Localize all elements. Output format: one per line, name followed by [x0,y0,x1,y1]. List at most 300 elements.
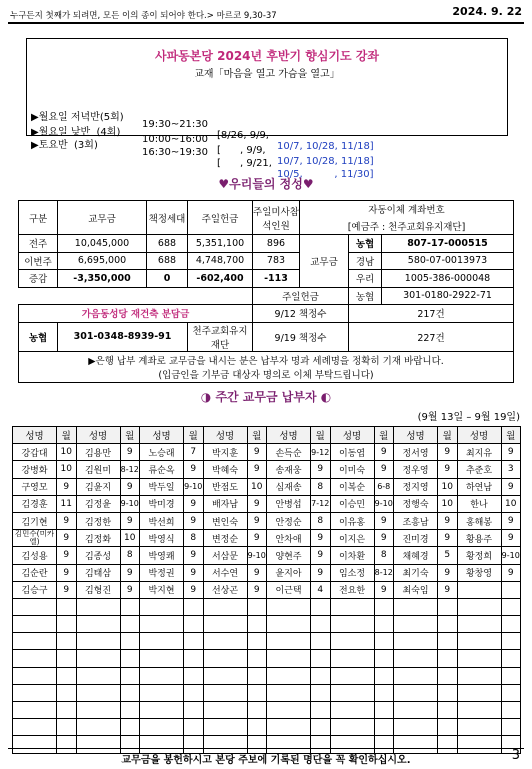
payer-month: 9 [57,512,77,529]
empty-cell [76,598,120,615]
empty-cell [57,616,77,633]
empty-cell [120,650,140,667]
payer-name: 서삼문 [203,547,247,564]
table-row [13,495,521,512]
payer-name: 박정권 [140,564,184,581]
blank-cell [19,287,253,305]
payer-name: 김승구 [13,581,57,598]
payer-month: 9 [438,461,458,478]
offering-table [18,200,514,383]
payer-month: 9 [247,444,267,461]
account-number: 1005-386-000048 [382,270,514,288]
empty-cell [267,719,311,736]
lecture-class-time: 10:00~16:00 [142,134,209,145]
payer-month: 9 [184,547,204,564]
header-name: 성명 [457,427,501,444]
empty-cell [140,650,184,667]
empty-cell [457,598,501,615]
payer-name: 황정희 [457,547,501,564]
empty-cell [311,598,331,615]
payer-name: 최숙임 [394,581,438,598]
empty-row [13,616,521,633]
payer-month: 9 [311,547,331,564]
lecture-class-dates-future: 10/7, 10/28, 11/18] [277,141,374,152]
empty-cell [438,650,458,667]
empty-cell [374,719,394,736]
header-date: 2024. 9. 22 [452,5,522,18]
empty-cell [501,719,521,736]
payer-month: 9 [311,564,331,581]
empty-cell [184,667,204,684]
payer-name: 진미경 [394,530,438,547]
empty-cell [311,650,331,667]
empty-cell [184,684,204,701]
lecture-class-dates-future: 10/7, 10/28, 11/18] [277,156,374,167]
empty-cell [247,719,267,736]
payer-name: 구영모 [13,478,57,495]
payer-month: 8 [311,512,331,529]
payer-month: 9 [57,478,77,495]
payer-name: 박지훈 [203,444,247,461]
payer-name: 정행숙 [394,495,438,512]
empty-cell [267,702,311,719]
stat-label: 9/19 책정수 [253,322,349,351]
empty-cell [311,684,331,701]
empty-cell [57,684,77,701]
empty-cell [267,684,311,701]
payer-name: 홍해봉 [457,512,501,529]
empty-cell [247,598,267,615]
empty-cell [13,702,57,719]
empty-cell [457,633,501,650]
payer-name: 윤지아 [267,564,311,581]
header-verse: 누구든지 첫째가 되려면, 모든 이의 종이 되어야 한다.> 마르코 9,30-37 [10,11,277,21]
header-month: 월 [501,427,521,444]
payer-name: 이지은 [330,530,374,547]
payer-month: 9 [438,512,458,529]
empty-cell [457,616,501,633]
empty-cell [57,633,77,650]
empty-row [13,633,521,650]
empty-cell [76,702,120,719]
payer-month: 9 [501,530,521,547]
payer-name: 최기숙 [394,564,438,581]
account-number: 580-07-0013973 [382,252,514,270]
payers-period: (9월 13일 – 9월 19일) [417,412,520,423]
attendance: 896 [253,235,300,253]
empty-cell [247,616,267,633]
payer-month: 9 [501,444,521,461]
bank-name: 농협 [349,235,382,253]
sunday-account-label: 주일헌금 [253,287,349,305]
note-line: ▶은행 납부 계좌로 교무금을 내시는 분은 납부자 명과 세례명을 정확히 기재 바랍니다. [88,355,444,367]
payer-month: 9 [438,530,458,547]
payer-month: 10 [247,478,267,495]
empty-cell [394,650,438,667]
empty-cell [311,667,331,684]
payer-name: 박영식 [140,530,184,547]
empty-cell [140,616,184,633]
bank-name: 경남 [349,252,382,270]
payer-month: 7-12 [311,495,331,512]
payer-name: 추준호 [457,461,501,478]
payer-name: 김성용 [13,547,57,564]
empty-cell [247,702,267,719]
payer-name: 이유홍 [330,512,374,529]
empty-cell [267,650,311,667]
lecture-box [26,38,508,180]
empty-cell [374,702,394,719]
payer-month: 9 [184,495,204,512]
payer-name: 박혜숙 [203,461,247,478]
row-label: 증감 [19,270,58,288]
table-row [13,478,521,495]
sunday-amount: 4,748,700 [188,252,253,270]
empty-cell [184,633,204,650]
payer-month: 9 [247,530,267,547]
lecture-class-dates: [ , 9/9, [217,145,266,156]
households: 0 [147,270,188,288]
empty-cell [57,667,77,684]
empty-cell [311,616,331,633]
header-name: 성명 [394,427,438,444]
payer-name: 배자남 [203,495,247,512]
payer-month: 10 [57,444,77,461]
payer-name: 김형진 [76,581,120,598]
empty-cell [184,616,204,633]
attendance: -113 [253,270,300,288]
empty-cell [374,684,394,701]
payer-month: 9 [374,581,394,598]
payer-month: 9 [311,461,331,478]
payer-month: 9 [247,512,267,529]
empty-cell [140,633,184,650]
payer-name: 김용만 [76,444,120,461]
payer-name: 하연남 [457,478,501,495]
table-row [13,444,521,461]
stat-value: 217건 [349,305,514,323]
empty-cell [120,702,140,719]
empty-cell [247,650,267,667]
empty-row [13,719,521,736]
empty-cell [311,702,331,719]
empty-cell [76,667,120,684]
payers-table [12,426,521,754]
empty-cell [501,667,521,684]
sunday-amount: -602,400 [188,270,253,288]
payer-name: 박두일 [140,478,184,495]
empty-cell [330,719,374,736]
table-row [13,564,521,581]
payer-name: 서수연 [203,564,247,581]
empty-cell [184,719,204,736]
header-month: 월 [247,427,267,444]
payer-month: 8-12 [374,564,394,581]
empty-cell [13,684,57,701]
payer-month: 9 [374,444,394,461]
empty-cell [203,616,247,633]
payer-month: 6-8 [374,478,394,495]
empty-cell [76,633,120,650]
lecture-class-dates-future: 10/5, , 11/30] [277,169,374,180]
empty-cell [76,719,120,736]
payer-month: 5 [438,547,458,564]
payer-month: 4 [311,581,331,598]
lecture-class-name: ▶토요반 (3회) [31,140,98,151]
empty-cell [203,719,247,736]
payer-name: 이승민 [330,495,374,512]
payer-name: 김경훈 [13,495,57,512]
payer-month: 7 [184,444,204,461]
empty-cell [330,702,374,719]
col-header: 교무금 [58,201,147,235]
empty-cell [120,616,140,633]
payer-name: 김원미 [76,461,120,478]
stat-value: 227건 [349,322,514,351]
empty-cell [330,650,374,667]
payer-name: 김종성 [76,547,120,564]
stat-label: 9/12 책정수 [253,305,349,323]
payer-month: 9-10 [374,495,394,512]
payers-header-row [13,427,521,444]
payer-name: 김정화 [76,530,120,547]
empty-cell [311,633,331,650]
payer-month: 11 [57,495,77,512]
empty-cell [438,667,458,684]
payer-name: 이동엽 [330,444,374,461]
payer-name: 박지현 [140,581,184,598]
offering-notes [19,351,514,382]
header-month: 월 [374,427,394,444]
payer-month: 9 [120,444,140,461]
payer-name: 황창영 [457,564,501,581]
empty-cell [267,616,311,633]
payer-name: 변인숙 [203,512,247,529]
empty-row [13,702,521,719]
header-name: 성명 [330,427,374,444]
empty-cell [13,616,57,633]
payer-month: 10 [57,461,77,478]
payer-month: 9 [57,530,77,547]
empty-cell [330,598,374,615]
payer-name: 박선희 [140,512,184,529]
payer-month: 9 [184,461,204,478]
payer-month: 9 [438,581,458,598]
sunday-amount: 5,351,100 [188,235,253,253]
payer-month: 9 [120,581,140,598]
header-name: 성명 [140,427,184,444]
payer-month: 9 [184,512,204,529]
payer-month: 9 [247,461,267,478]
payer-name: 조흥남 [394,512,438,529]
empty-cell [374,667,394,684]
payer-name: 김정윤 [76,495,120,512]
payer-month: 9 [57,581,77,598]
empty-cell [13,650,57,667]
empty-cell [501,616,521,633]
empty-row [13,598,521,615]
empty-cell [457,684,501,701]
lecture-title: 사파동본당 2024년 후반기 향심기도 강좌 [155,49,379,63]
empty-cell [120,719,140,736]
col-header: 주일헌금 [188,201,253,235]
payer-name: 강갑대 [13,444,57,461]
lecture-class-dates: [ , 9/21, [217,158,272,169]
empty-cell [501,684,521,701]
empty-cell [457,667,501,684]
account-number: 807-17-000515 [382,235,514,253]
payer-month: 9 [311,530,331,547]
building-fund-title: 가음동성당 재건축 분담금 [19,305,253,323]
payer-month: 8-12 [120,461,140,478]
payer-name: 안병섭 [267,495,311,512]
payer-month: 9 [57,564,77,581]
header-name: 성명 [267,427,311,444]
col-header: 책정세대 [147,201,188,235]
payer-name: 정서영 [394,444,438,461]
payer-month: 9 [120,478,140,495]
payer-name: 양현주 [267,547,311,564]
empty-cell [203,684,247,701]
empty-cell [184,650,204,667]
empty-cell [13,667,57,684]
account-group-label: 교무금 [300,235,349,288]
empty-cell [203,650,247,667]
empty-cell [13,633,57,650]
payer-name: 채혜경 [394,547,438,564]
payer-name: 노승래 [140,444,184,461]
payer-month: 9-10 [501,547,521,564]
payer-name: 김태삼 [76,564,120,581]
payer-month: 10 [438,495,458,512]
empty-cell [57,598,77,615]
empty-cell [140,598,184,615]
empty-cell [76,684,120,701]
empty-row [13,667,521,684]
lecture-class-time: 16:30~19:30 [142,147,209,158]
payer-name: 김정한 [76,512,120,529]
payer-month: 10 [438,478,458,495]
header-name: 성명 [13,427,57,444]
empty-cell [394,633,438,650]
households: 688 [147,252,188,270]
payer-month: 9 [57,547,77,564]
header-name: 성명 [203,427,247,444]
empty-cell [267,598,311,615]
lecture-class-name: ▶월요일 낮반 (4회) [31,127,121,138]
empty-cell [330,667,374,684]
payer-name: 임소정 [330,564,374,581]
empty-cell [57,702,77,719]
payer-month: 8 [311,478,331,495]
payers-title: ◑ 주간 교무금 납부자 ◐ [200,390,332,404]
payer-name: 전요한 [330,581,374,598]
payer-name: 박미경 [140,495,184,512]
empty-cell [13,598,57,615]
empty-cell [438,702,458,719]
payer-name: 안정순 [267,512,311,529]
payer-name: 선상곤 [203,581,247,598]
empty-cell [394,684,438,701]
building-bank: 농협 [19,322,58,351]
amount: 10,045,000 [58,235,147,253]
header-month: 월 [57,427,77,444]
payer-month: 10 [120,530,140,547]
payer-month: 8 [184,530,204,547]
payer-name: 박영쾌 [140,547,184,564]
payer-month: 9-10 [247,547,267,564]
header-name: 성명 [76,427,120,444]
empty-cell [457,719,501,736]
empty-cell [501,650,521,667]
page-number: 3 [511,748,520,763]
empty-cell [394,702,438,719]
offering-title: ♥우리들의 정성♥ [218,177,314,191]
payer-month: 9 [501,478,521,495]
empty-cell [267,667,311,684]
empty-cell [120,598,140,615]
payer-name: 이근택 [267,581,311,598]
table-row [13,512,521,529]
col-header: 자동이체 계좌번호 [300,201,514,218]
empty-cell [13,719,57,736]
payer-name: 변정순 [203,530,247,547]
empty-cell [374,616,394,633]
payer-month: 9 [247,564,267,581]
empty-cell [330,633,374,650]
empty-cell [374,650,394,667]
empty-cell [140,667,184,684]
empty-cell [438,684,458,701]
empty-cell [501,598,521,615]
payer-month: 9 [374,530,394,547]
empty-cell [394,598,438,615]
empty-cell [438,598,458,615]
payer-name: 손득순 [267,444,311,461]
table-row [13,461,521,478]
note-line: (입금인을 기부금 대상자 명의로 이체 부탁드립니다) [158,369,374,381]
payer-name: 송재웅 [267,461,311,478]
payer-month: 9 [247,581,267,598]
payer-name: 강병화 [13,461,57,478]
empty-cell [247,633,267,650]
empty-cell [120,667,140,684]
header-month: 월 [120,427,140,444]
empty-row [13,684,521,701]
row-label: 전주 [19,235,58,253]
payer-month: 9 [501,512,521,529]
empty-cell [76,616,120,633]
empty-cell [374,633,394,650]
payer-month: 9 [374,512,394,529]
empty-cell [76,650,120,667]
empty-cell [57,650,77,667]
payer-name: 김민수(미카엘) [13,530,57,547]
payer-name: 황용주 [457,530,501,547]
empty-cell [330,616,374,633]
payer-month: 9 [438,444,458,461]
lecture-class-name: ▶월요일 저녁반(5회) [31,112,124,123]
payer-month [501,581,521,598]
empty-cell [267,633,311,650]
payer-name: 김윤지 [76,478,120,495]
empty-cell [203,633,247,650]
lecture-class-dates: [8/26, 9/9, [217,130,269,141]
empty-cell [247,684,267,701]
lecture-subtitle: 교재「마음을 열고 가슴을 열고」 [194,69,340,80]
payer-month: 8 [120,547,140,564]
building-account-number: 301-0348-8939-91 [58,322,188,351]
